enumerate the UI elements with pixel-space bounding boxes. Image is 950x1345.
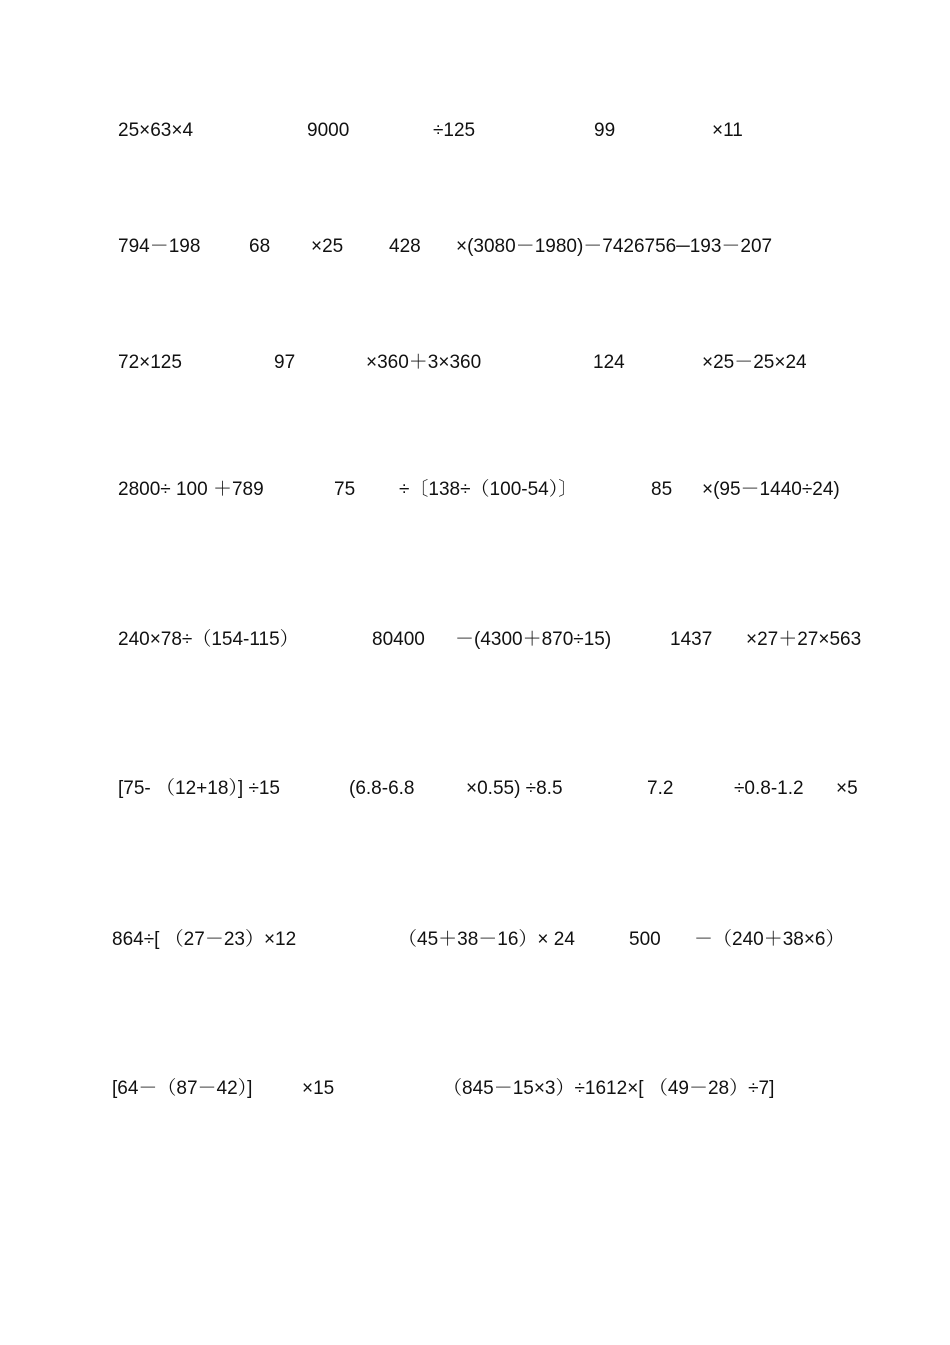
expression-r5-c: －(4300＋870÷15) — [455, 629, 612, 650]
expression-r7-d: －（240＋38×6） — [694, 929, 845, 950]
expression-r4-a: 2800÷ 100 ＋789 — [118, 479, 264, 500]
expression-r4-e: ×(95－1440÷24) — [702, 479, 840, 500]
expression-r5-e: ×27＋27×563 — [746, 629, 862, 650]
expression-r2-d: 428 — [389, 236, 421, 257]
expression-r4-d: 85 — [651, 479, 673, 500]
expression-r2-b: 68 — [249, 236, 271, 257]
expression-r6-c: ×0.55) ÷8.5 — [466, 778, 563, 799]
expression-r1-c: ÷125 — [433, 120, 476, 141]
expression-r3-a: 72×125 — [118, 352, 182, 373]
expression-r6-e: ÷0.8-1.2 — [734, 778, 804, 799]
expression-r2-a: 794－198 — [118, 236, 201, 257]
expression-r5-a: 240×78÷（154-115） — [118, 629, 299, 650]
expression-r4-c: ÷〔138÷（100-54）〕 — [399, 479, 578, 500]
expression-r3-e: ×25－25×24 — [702, 352, 807, 373]
expression-r6-d: 7.2 — [647, 778, 674, 799]
expression-r7-a: 864÷[ （27－23）×12 — [112, 929, 297, 950]
expression-r3-c: ×360＋3×360 — [366, 352, 482, 373]
expression-r8-c: （845－15×3）÷1612×[ （49－28）÷7] — [443, 1078, 775, 1099]
expression-r7-b: （45＋38－16）× 24 — [398, 929, 575, 950]
expression-r7-c: 500 — [629, 929, 661, 950]
expression-r1-b: 9000 — [307, 120, 350, 141]
expression-r5-d: 1437 — [670, 629, 713, 650]
expression-r5-b: 80400 — [372, 629, 425, 650]
expression-r6-b: (6.8-6.8 — [349, 778, 415, 799]
expression-r2-e: ×(3080－1980)－7426756─193－207 — [456, 236, 773, 257]
expression-r8-a: [64－（87－42）] — [112, 1078, 253, 1099]
expression-r1-a: 25×63×4 — [118, 120, 194, 141]
expression-r2-c: ×25 — [311, 236, 344, 257]
expression-r8-b: ×15 — [302, 1078, 335, 1099]
expression-r1-e: ×11 — [712, 120, 743, 141]
expression-r4-b: 75 — [334, 479, 356, 500]
expression-r3-b: 97 — [274, 352, 296, 373]
expression-r3-d: 124 — [593, 352, 625, 373]
expression-r6-a: [75- （12+18）] ÷15 — [118, 778, 281, 799]
expression-r6-f: ×5 — [836, 778, 858, 799]
expression-r1-d: 99 — [594, 120, 616, 141]
